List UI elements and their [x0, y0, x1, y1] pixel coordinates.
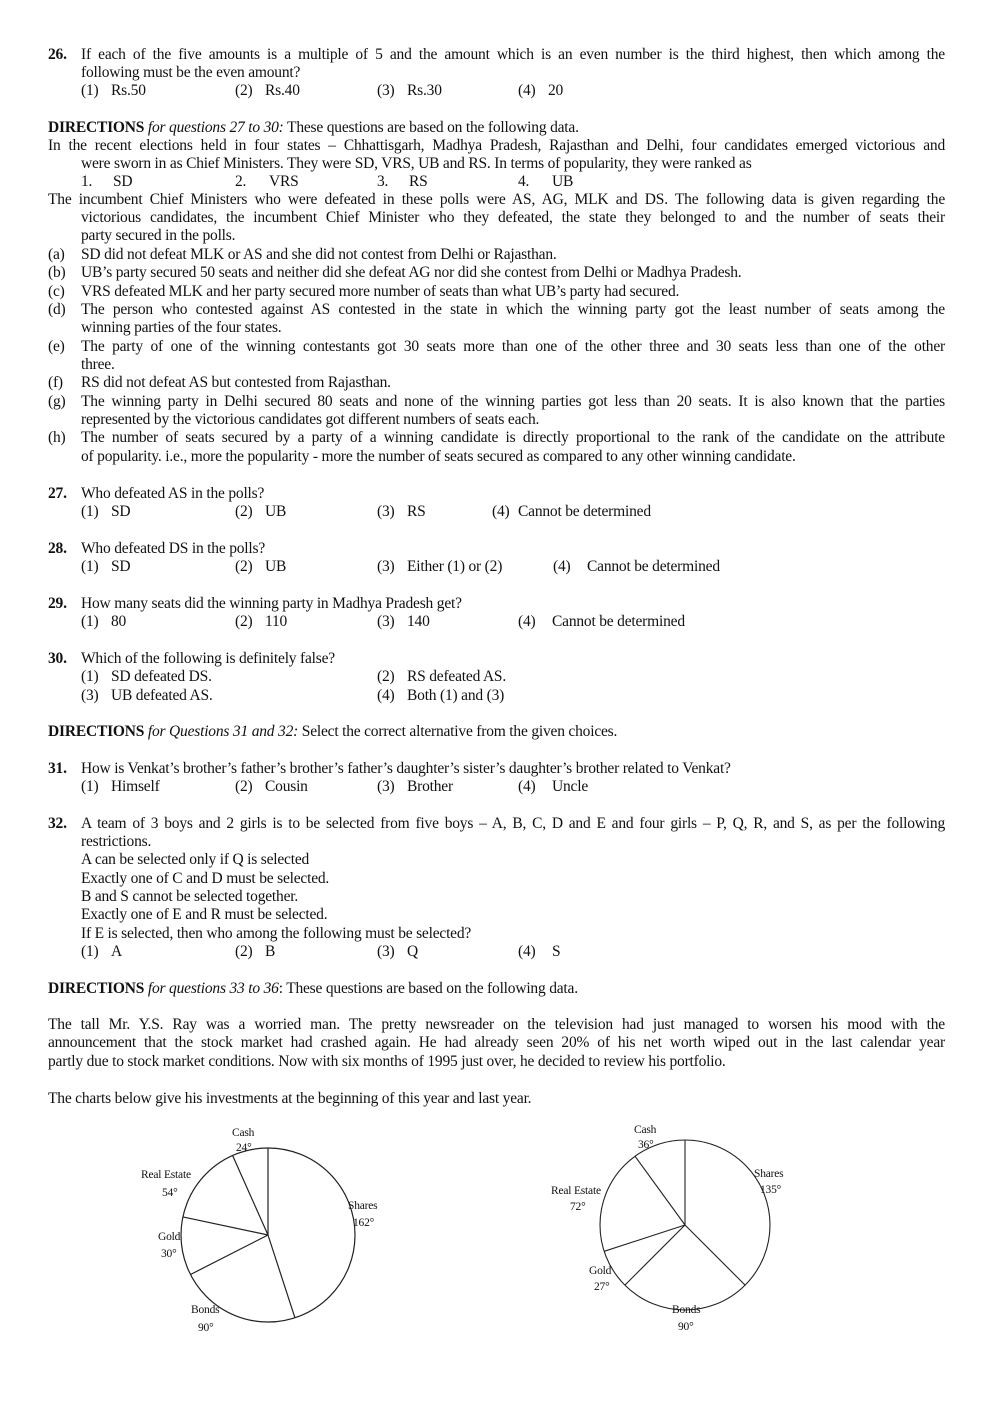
clue-text: of popularity. i.e., more the popularity - more the number of seats secured as compared to any other winning candidate.	[81, 448, 796, 465]
clue-text: The party of one of the winning contestants got 30 seats more than one of the other three and 30 seats less than one of the other	[81, 338, 945, 355]
option-1[interactable]	[81, 82, 146, 100]
clue-text: The number of seats secured by a party of a winning candidate is directly proportional to the rank of the candidate on the attribute	[81, 429, 945, 446]
option-text: Cannot be determined	[587, 558, 720, 575]
option-number: (3)	[377, 943, 395, 960]
option-3[interactable]	[377, 82, 442, 100]
clue-text: The winning party in Delhi secured 80 seats and none of the winning parties got less than 20 seats. It is also known that the parties	[81, 393, 945, 410]
option-text: 110	[265, 613, 288, 630]
option-text: Either (1) or (2)	[407, 558, 503, 575]
question-text: If each of the five amounts is a multiple of 5 and the amount which is an even number is the third highest, then which among the	[81, 46, 945, 63]
option-number: (3)	[377, 82, 395, 99]
condition: If E is selected, then who among the following must be selected?	[81, 925, 472, 942]
question-number: 31.	[48, 760, 67, 777]
directions-label: DIRECTIONS	[48, 980, 145, 997]
label-bonds: Bonds	[191, 1304, 220, 1316]
option-text: 80	[111, 613, 127, 630]
option-text: SD	[111, 558, 131, 575]
clue-text: VRS defeated MLK and her party secured more number of seats than what UB’s party had secured.	[81, 283, 680, 300]
rank-number: 1.	[81, 173, 93, 190]
clue-label: (f)	[48, 374, 63, 391]
directions-text: These questions are based on the following data.	[283, 119, 579, 136]
question-text: How is Venkat’s brother’s father’s brother’s father’s daughter’s sister’s daughter’s brother related to Venkat?	[81, 760, 731, 777]
label-cash: Cash	[232, 1127, 255, 1139]
clue-text: SD did not defeat MLK or AS and she did not contest from Delhi or Rajasthan.	[81, 246, 557, 263]
option-number: (4)	[518, 82, 536, 99]
option-3[interactable]	[377, 778, 453, 796]
paragraph: The incumbent Chief Ministers who were defeated in these polls were AS, AG, MLK and DS. The following data is given regarding the	[48, 191, 945, 208]
option-1[interactable]	[81, 778, 160, 796]
option-number: (2)	[235, 82, 253, 99]
option-2[interactable]	[235, 778, 308, 796]
option-text: A	[111, 943, 122, 960]
question-number: 27.	[48, 485, 67, 502]
condition: B and S cannot be selected together.	[81, 888, 299, 905]
label-real-estate: Real Estate	[551, 1185, 601, 1197]
option-4[interactable]	[518, 82, 563, 100]
option-number: (2)	[235, 558, 253, 575]
label-real-estate: Real Estate	[141, 1169, 191, 1181]
question-text: restrictions.	[81, 833, 152, 850]
clue-label: (e)	[48, 338, 65, 355]
option-1[interactable]	[81, 558, 130, 576]
question-number: 30.	[48, 650, 67, 667]
option-number: (3)	[81, 687, 99, 704]
directions-scope: for questions 33 to 36	[144, 980, 279, 997]
option-text: Q	[407, 943, 418, 960]
rank-2	[235, 173, 299, 191]
rank-number: 3.	[377, 173, 389, 190]
option-number: (2)	[235, 778, 253, 795]
option-1[interactable]	[81, 503, 130, 521]
option-text: Uncle	[552, 778, 589, 795]
paragraph: party secured in the polls.	[81, 227, 236, 244]
paragraph: In the recent elections held in four states – Chhattisgarh, Madhya Pradesh, Rajasthan and Delhi, four candidates emerged victorious and	[48, 137, 945, 154]
option-4[interactable]	[377, 687, 504, 705]
option-1[interactable]	[81, 668, 212, 686]
option-number: (2)	[377, 668, 395, 685]
option-number: (1)	[81, 503, 99, 520]
option-3[interactable]	[377, 558, 502, 576]
rank-name: UB	[552, 173, 574, 190]
label-shares: Shares	[754, 1168, 784, 1180]
pie-chart-right	[540, 1115, 810, 1345]
option-text: RS	[407, 503, 426, 520]
rank-name: RS	[409, 173, 428, 190]
option-2[interactable]	[235, 943, 275, 961]
rank-4	[518, 173, 573, 191]
option-text: Himself	[111, 778, 160, 795]
directions-text: Select the correct alternative from the given choices.	[298, 723, 618, 740]
option-number: (2)	[235, 503, 253, 520]
clue-text: three.	[81, 356, 115, 373]
option-number: (1)	[81, 778, 99, 795]
option-1[interactable]	[81, 613, 126, 631]
option-text: Rs.30	[407, 82, 442, 99]
paragraph: were sworn in as Chief Ministers. They were SD, VRS, UB and RS. In terms of popularity, they were ranked as	[81, 155, 752, 172]
condition: Exactly one of E and R must be selected.	[81, 906, 328, 923]
clue-text: The person who contested against AS contested in the state in which the winning party got the least number of seats among the	[81, 301, 945, 318]
directions-label: DIRECTIONS	[48, 723, 145, 740]
directions-heading	[48, 119, 579, 137]
clue-label: (b)	[48, 264, 66, 281]
directions-scope: for questions 27 to 30:	[144, 119, 284, 136]
value-bonds: 90°	[678, 1321, 694, 1333]
clue-label: (c)	[48, 283, 65, 300]
option-3[interactable]	[377, 943, 418, 961]
label-shares: Shares	[348, 1200, 378, 1212]
option-4[interactable]	[492, 503, 651, 521]
option-2[interactable]	[235, 558, 286, 576]
rank-1	[81, 173, 132, 191]
option-number: (3)	[377, 778, 395, 795]
option-3[interactable]	[81, 687, 213, 705]
option-3[interactable]	[377, 613, 430, 631]
option-number: (4)	[492, 503, 510, 520]
option-4[interactable]	[518, 778, 588, 796]
directions-31-32	[48, 723, 617, 741]
option-text: Cousin	[265, 778, 308, 795]
value-real-estate: 54°	[162, 1187, 178, 1199]
pie-left-labels	[141, 1127, 378, 1334]
option-number: (3)	[377, 503, 395, 520]
value-gold: 27°	[594, 1281, 610, 1293]
question-text: How many seats did the winning party in Madhya Pradesh get?	[81, 595, 462, 612]
option-number: (2)	[235, 613, 253, 630]
paragraph: partly due to stock market conditions. Now with six months of 1995 just over, he decided to review his portfolio.	[48, 1053, 726, 1070]
directions-heading	[48, 980, 578, 998]
option-text: Brother	[407, 778, 453, 795]
option-number: (4)	[518, 778, 536, 795]
option-text: 20	[548, 82, 564, 99]
option-text: RS defeated AS.	[407, 668, 507, 685]
clue-label: (h)	[48, 429, 66, 446]
value-gold: 30°	[161, 1248, 177, 1260]
question-number: 29.	[48, 595, 67, 612]
directions-scope: for Questions 31 and 32:	[144, 723, 299, 740]
directions-text: : These questions are based on the following data.	[278, 980, 578, 997]
condition: A can be selected only if Q is selected	[81, 851, 310, 868]
clue-text: UB’s party secured 50 seats and neither did she defeat AG nor did she contest from Delhi or Madhya Pradesh.	[81, 264, 742, 281]
option-number: (2)	[235, 943, 253, 960]
value-cash: 36°	[638, 1139, 654, 1151]
question-number: 32.	[48, 815, 67, 832]
clue-text: represented by the victorious candidates got different numbers of seats each.	[81, 411, 540, 428]
option-number: (3)	[377, 613, 395, 630]
option-text: Cannot be determined	[552, 613, 685, 630]
value-shares: 162°	[353, 1217, 375, 1229]
clue-label: (g)	[48, 393, 66, 410]
paragraph: victorious candidates, the incumbent Chief Minister who they defeated, the state they belonged to and the number of seats their	[81, 209, 945, 226]
label-gold: Gold	[158, 1231, 181, 1243]
charts-intro: The charts below give his investments at the beginning of this year and last year.	[48, 1090, 532, 1107]
option-text: UB	[265, 558, 287, 575]
question-text: following must be the even amount?	[81, 64, 301, 81]
option-number: (4)	[377, 687, 395, 704]
option-2[interactable]	[235, 613, 287, 631]
option-number: (1)	[81, 613, 99, 630]
question-text: Who defeated AS in the polls?	[81, 485, 265, 502]
option-number: (1)	[81, 943, 99, 960]
paragraph: The tall Mr. Y.S. Ray was a worried man. The pretty newsreader on the television had just managed to worsen his mood with the	[48, 1016, 945, 1033]
option-number: (3)	[377, 558, 395, 575]
rank-name: SD	[113, 173, 133, 190]
condition: Exactly one of C and D must be selected.	[81, 870, 330, 887]
rank-name: VRS	[269, 173, 299, 190]
rank-number: 2.	[235, 173, 247, 190]
clue-text: RS did not defeat AS but contested from Rajasthan.	[81, 374, 391, 391]
option-4[interactable]	[553, 558, 720, 576]
option-number: (1)	[81, 82, 99, 99]
option-text: Cannot be determined	[518, 503, 651, 520]
option-text: Rs.40	[265, 82, 300, 99]
option-2[interactable]	[235, 82, 300, 100]
rank-number: 4.	[518, 173, 530, 190]
question-text: A team of 3 boys and 2 girls is to be selected from five boys – A, B, C, D and E and four girls – P, Q, R, and S, as per the following	[81, 815, 945, 832]
value-shares: 135°	[760, 1184, 782, 1196]
option-text: Both (1) and (3)	[407, 687, 505, 704]
pie-chart-left	[120, 1115, 420, 1345]
rank-3	[377, 173, 428, 191]
option-2[interactable]	[235, 503, 286, 521]
paragraph: announcement that the stock market had crashed again. He had already seen 20% of his net worth wiped out in the last calendar year	[48, 1034, 945, 1051]
option-4[interactable]	[518, 613, 685, 631]
option-text: B	[265, 943, 276, 960]
option-number: (4)	[518, 613, 536, 630]
directions-label: DIRECTIONS	[48, 119, 145, 136]
clue-label: (a)	[48, 246, 65, 263]
option-4[interactable]	[518, 943, 560, 961]
option-1[interactable]	[81, 943, 122, 961]
option-number: (1)	[81, 668, 99, 685]
value-real-estate: 72°	[570, 1201, 586, 1213]
option-number: (1)	[81, 558, 99, 575]
option-2[interactable]	[377, 668, 506, 686]
clue-text: winning parties of the four states.	[81, 319, 282, 336]
option-text: SD defeated DS.	[111, 668, 212, 685]
question-text: Which of the following is definitely false?	[81, 650, 335, 667]
option-text: SD	[111, 503, 131, 520]
value-bonds: 90°	[198, 1322, 214, 1334]
option-text: Rs.50	[111, 82, 146, 99]
option-number: (4)	[553, 558, 571, 575]
pie-right-labels	[551, 1124, 784, 1333]
clue-label: (d)	[48, 301, 66, 318]
option-text: UB	[265, 503, 287, 520]
option-text: 140	[407, 613, 430, 630]
value-cash: 24°	[236, 1142, 252, 1154]
label-bonds: Bonds	[672, 1304, 701, 1316]
question-text: Who defeated DS in the polls?	[81, 540, 266, 557]
option-3[interactable]	[377, 503, 426, 521]
option-text: UB defeated AS.	[111, 687, 213, 704]
label-gold: Gold	[589, 1265, 612, 1277]
option-text: S	[552, 943, 561, 960]
option-number: (4)	[518, 943, 536, 960]
label-cash: Cash	[634, 1124, 657, 1136]
question-number: 28.	[48, 540, 67, 557]
question-number: 26.	[48, 46, 67, 63]
